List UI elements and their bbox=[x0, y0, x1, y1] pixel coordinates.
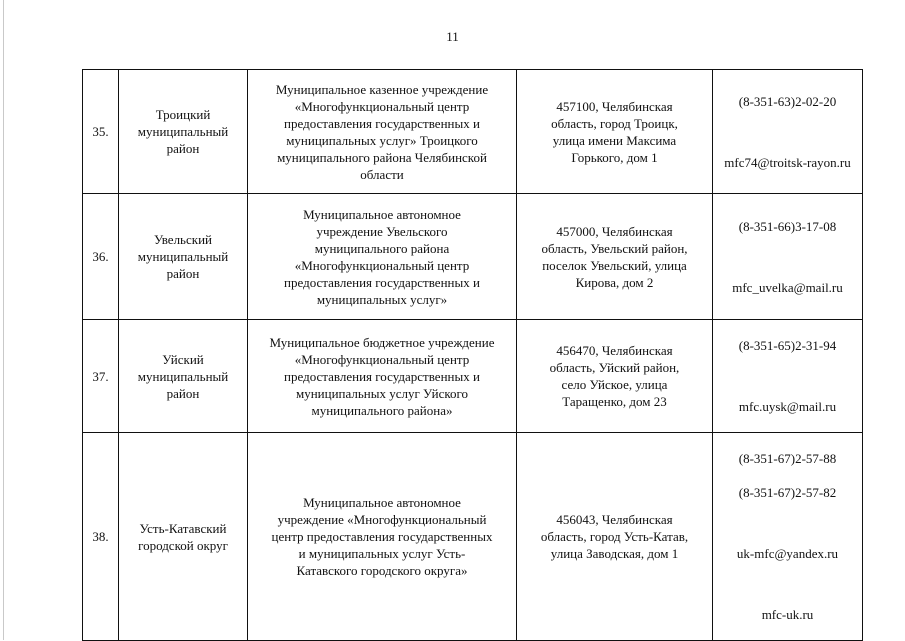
email-link[interactable]: mfc.uysk@mail.ru bbox=[738, 399, 837, 414]
website-link[interactable]: mfc-uk.ru bbox=[761, 607, 814, 622]
address: 457000, Челябинская область, Увельский район, поселок Увельский, улица Кирова, дом 2 bbox=[517, 194, 713, 320]
table-row bbox=[83, 194, 863, 320]
row-number: 37. bbox=[83, 320, 119, 433]
district-name: Троицкий муниципальный район bbox=[119, 70, 248, 194]
email-link[interactable]: uk-mfc@yandex.ru bbox=[736, 546, 839, 561]
phone: (8-351-66)3-17-08 bbox=[738, 218, 837, 234]
organization-name: Муниципальное автономное учреждение «Многофункциональный центр предоставления государственных и муниципальных услуг Усть- Катавского городского округа» bbox=[248, 433, 517, 641]
email-link[interactable]: mfc74@troitsk-rayon.ru bbox=[724, 154, 851, 170]
district-name: Усть-Катавский городской округ bbox=[119, 433, 248, 641]
email-link[interactable]: mfc_uvelka@mail.ru bbox=[732, 279, 843, 295]
table-row bbox=[83, 70, 863, 194]
district-name: Увельский муниципальный район bbox=[119, 194, 248, 320]
mfc-table bbox=[82, 69, 863, 641]
address: 457100, Челябинская область, город Троицк, улица имени Максима Горького, дом 1 bbox=[517, 70, 713, 194]
table-row bbox=[83, 320, 863, 433]
address: 456043, Челябинская область, город Усть-Катав, улица Заводская, дом 1 bbox=[517, 433, 713, 641]
row-number: 38. bbox=[83, 433, 119, 641]
contacts bbox=[713, 70, 863, 194]
address: 456470, Челябинская область, Уйский район, село Уйское, улица Таращенко, дом 23 bbox=[517, 320, 713, 433]
phone: (8-351-67)2-57-88 bbox=[738, 451, 837, 466]
district-name: Уйский муниципальный район bbox=[119, 320, 248, 433]
contacts bbox=[713, 194, 863, 320]
scan-edge bbox=[3, 0, 4, 640]
contacts bbox=[713, 320, 863, 433]
contacts bbox=[713, 433, 863, 641]
phone: (8-351-63)2-02-20 bbox=[738, 93, 837, 109]
phone: (8-351-67)2-57-82 bbox=[738, 485, 837, 500]
phone: (8-351-65)2-31-94 bbox=[738, 338, 837, 353]
row-number: 36. bbox=[83, 194, 119, 320]
row-number: 35. bbox=[83, 70, 119, 194]
page-number: 11 bbox=[446, 29, 459, 44]
organization-name: Муниципальное казенное учреждение «Многофункциональный центр предоставления государственных и муниципальных услуг» Троицкого муниципального района Челябинской области bbox=[248, 70, 517, 194]
organization-name: Муниципальное бюджетное учреждение «Многофункциональный центр предоставления государственных и муниципальных услуг Уйского муниципального района» bbox=[248, 320, 517, 433]
table-row bbox=[83, 433, 863, 641]
organization-name: Муниципальное автономное учреждение Увельского муниципального района «Многофункциональный центр предоставления государственных и муниципальных услуг» bbox=[248, 194, 517, 320]
